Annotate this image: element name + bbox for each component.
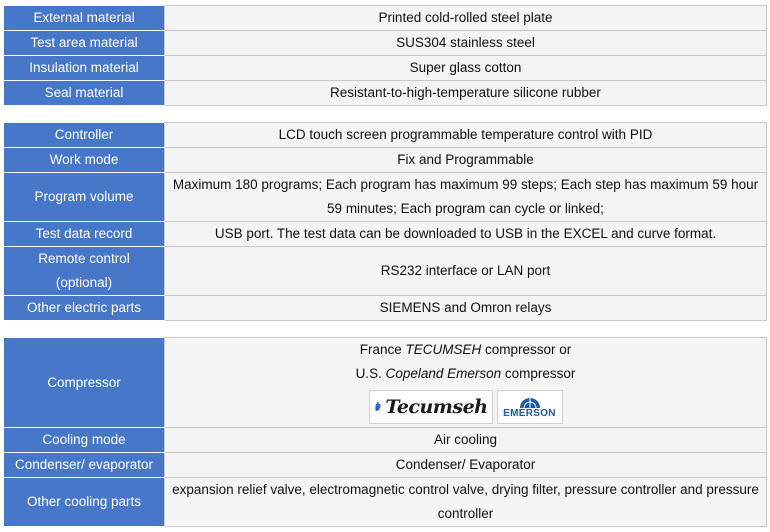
row-label: Test data record xyxy=(4,222,165,247)
compressor-brand: TECUMSEH xyxy=(405,342,482,357)
row-label: Condenser/ evaporator xyxy=(4,453,165,478)
table-row xyxy=(4,56,767,81)
row-label: Cooling mode xyxy=(4,428,165,453)
compressor-line-2 xyxy=(171,362,760,386)
table-row xyxy=(4,338,767,428)
row-label: Seal material xyxy=(4,81,165,106)
row-label: Other cooling parts xyxy=(4,478,165,527)
emerson-logo-text: EMERSON xyxy=(503,407,556,419)
row-label: Remote control (optional) xyxy=(4,247,165,296)
row-label: Work mode xyxy=(4,148,165,173)
table-row xyxy=(4,31,767,56)
row-value: Resistant-to-high-temperature silicone rubber xyxy=(165,81,767,106)
row-value: SIEMENS and Omron relays xyxy=(165,296,767,321)
compressor-text: compressor xyxy=(501,366,576,381)
emerson-logo xyxy=(497,390,563,424)
materials-table xyxy=(3,5,767,106)
control-table xyxy=(3,122,767,321)
table-row xyxy=(4,173,767,222)
compressor-text: compressor or xyxy=(481,342,572,357)
row-label: External material xyxy=(4,6,165,31)
table-row xyxy=(4,222,767,247)
table-row xyxy=(4,247,767,296)
compressor-text: France xyxy=(359,342,406,357)
row-value: Condenser/ Evaporator xyxy=(165,453,767,478)
row-value: Super glass cotton xyxy=(165,56,767,81)
emerson-globe-icon xyxy=(519,396,541,408)
row-value: Printed cold-rolled steel plate xyxy=(165,6,767,31)
brand-logos xyxy=(171,390,760,424)
row-label: Other electric parts xyxy=(4,296,165,321)
table-row xyxy=(4,428,767,453)
table-row xyxy=(4,81,767,106)
row-value: expansion relief valve, electromagnetic control valve, drying filter, pressure controller and pressure controller xyxy=(165,478,767,527)
row-label: Test area material xyxy=(4,31,165,56)
cooling-table xyxy=(3,337,767,527)
compressor-value xyxy=(165,338,767,428)
table-row xyxy=(4,296,767,321)
table-row xyxy=(4,123,767,148)
compressor-brand: Copeland Emerson xyxy=(385,366,502,381)
row-value: USB port. The test data can be downloaded to USB in the EXCEL and curve format. xyxy=(165,222,767,247)
row-label: Compressor xyxy=(4,338,165,428)
tecumseh-logo-text: Tecumseh xyxy=(385,395,488,418)
row-value: RS232 interface or LAN port xyxy=(165,247,767,296)
row-value: LCD touch screen programmable temperature control with PID xyxy=(165,123,767,148)
row-value: Air cooling xyxy=(165,428,767,453)
row-value: Fix and Programmable xyxy=(165,148,767,173)
row-value: SUS304 stainless steel xyxy=(165,31,767,56)
compressor-line-1 xyxy=(171,338,760,362)
row-value: Maximum 180 programs; Each program has maximum 99 steps; Each step has maximum 59 hour 59 minutes; Each program can cycle or linked; xyxy=(165,173,767,222)
table-row xyxy=(4,453,767,478)
row-label: Program volume xyxy=(4,173,165,222)
row-label: Controller xyxy=(4,123,165,148)
row-label: Insulation material xyxy=(4,56,165,81)
table-row xyxy=(4,478,767,527)
compressor-text: U.S. xyxy=(355,366,386,381)
table-row xyxy=(4,148,767,173)
tecumseh-logo xyxy=(369,390,493,424)
table-row xyxy=(4,6,767,31)
tecumseh-indian-head-icon xyxy=(374,394,382,420)
